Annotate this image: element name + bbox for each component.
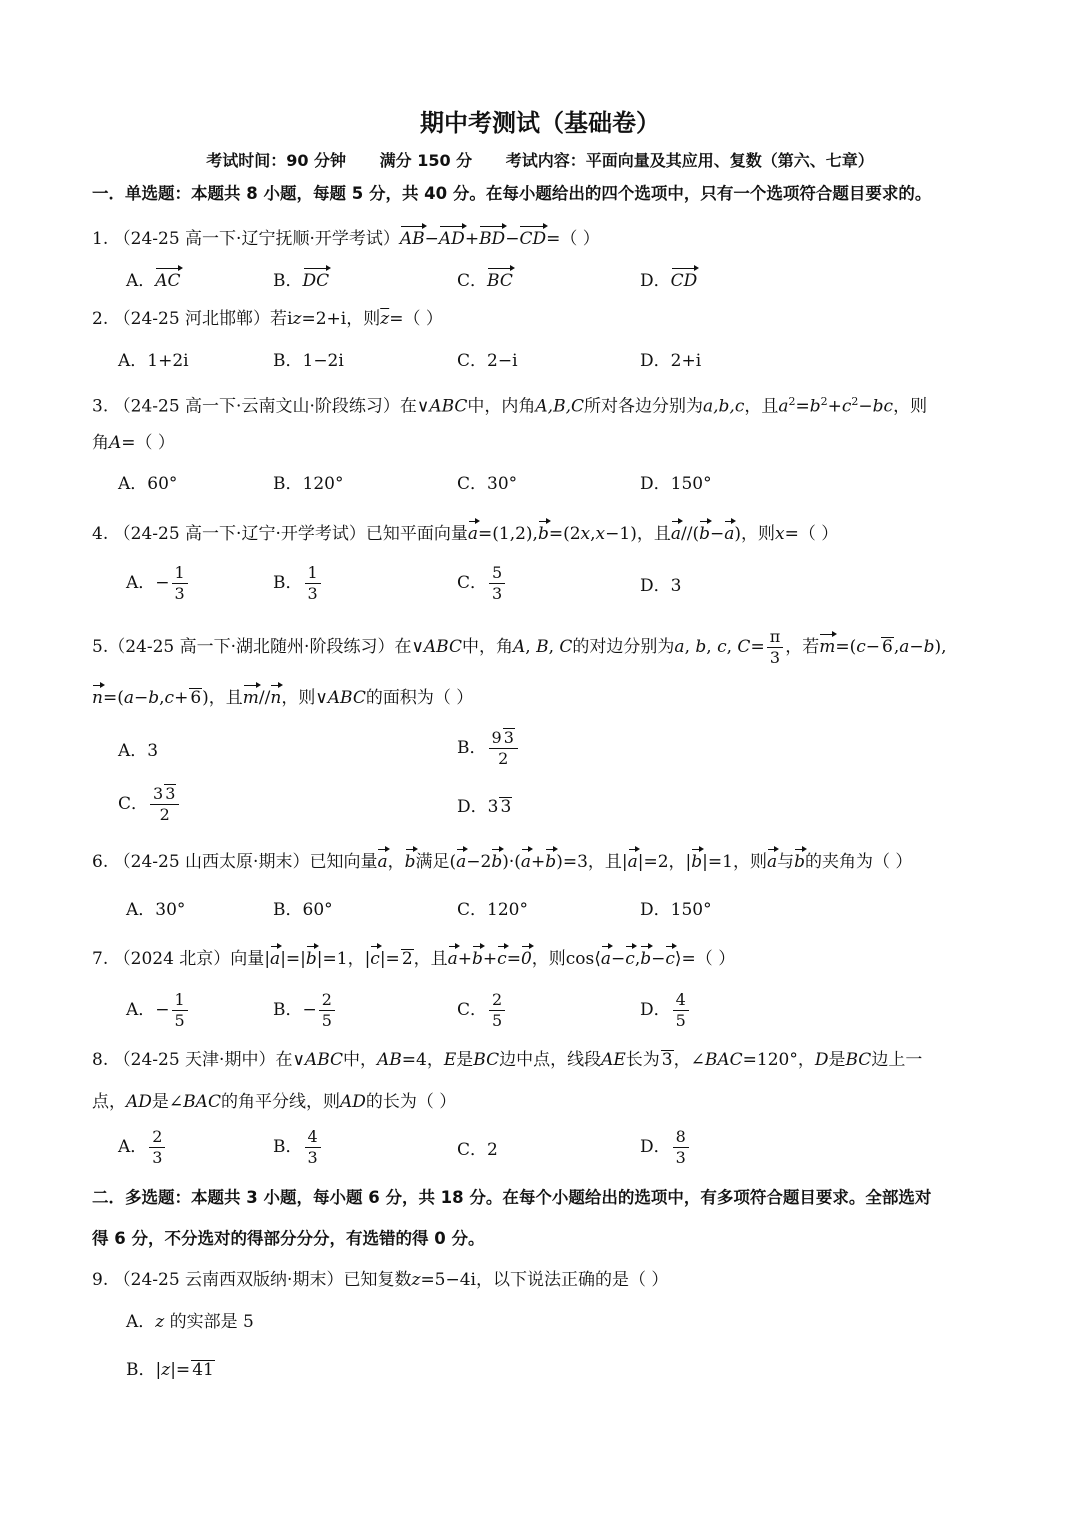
q5-option-a: A．3 xyxy=(118,741,159,761)
q9-option-b: B．|z|= 41 xyxy=(126,1360,214,1380)
q2-option-c: C．2−i xyxy=(457,351,518,371)
exam-score: 满分 150 分 xyxy=(379,151,473,170)
q7-option-d: D． $\frac{4}{5}$ xyxy=(640,990,691,1031)
q8-option-d: D． $\frac{8}{3}$ xyxy=(640,1127,691,1168)
q6-option-c: C．120° xyxy=(457,900,528,920)
question-6: 6. （24-25 山西太原·期末）已知向量a，b满足(a−2b)·(a+b)=3，且|a|=2，|b|=1，则a与b的夹角为（ ） xyxy=(92,847,912,875)
question-4: 4. （24-25 高一下·辽宁·开学考试）已知平面向量a=(1,2),b=(2x,x−1)，且a//(b−a)，则x=（ ） xyxy=(92,519,838,547)
question-7: 7. （2024 北京）向量|a|=|b|=1，|c|= 2，且a+b+c=0，则cos⟨a−c,b−c⟩=（ ） xyxy=(92,944,735,972)
q2-option-d: D．2+i xyxy=(640,351,702,371)
q4-option-c: C． $\frac{5}{3}$ xyxy=(457,563,507,604)
q7-option-b: B．− $\frac{2}{5}$ xyxy=(273,990,337,1031)
q3-option-c: C．30° xyxy=(457,474,518,494)
q8-option-c: C．2 xyxy=(457,1140,498,1160)
q5-option-c: C． $\frac{3 3}{2}$ xyxy=(118,784,181,825)
q4-option-d: D．3 xyxy=(640,576,682,596)
exam-meta xyxy=(0,148,1080,171)
q3-option-b: B．120° xyxy=(273,474,344,494)
section-1-heading: 一．单选题：本题共 8 小题，每题 5 分，共 40 分。在每小题给出的四个选项中，只有一个选项符合题目要求的。 xyxy=(92,184,932,203)
section-2-heading-line2: 得 6 分，不分选对的得部分分分，有选错的得 0 分。 xyxy=(92,1229,485,1248)
exam-time: 考试时间：90 分钟 xyxy=(206,151,347,170)
q3-option-d: D．150° xyxy=(640,474,712,494)
q6-option-b: B．60° xyxy=(273,900,333,920)
q8-option-a: A． $\frac{2}{3}$ xyxy=(118,1127,167,1168)
page-title: 期中考测试（基础卷） xyxy=(420,109,660,137)
question-3: 3. （24-25 高一下·云南文山·阶段练习）在∨ABC中，内角A,B,C所对各边分别为a,b,c，且$a^2=b^2+c^2-bc$，则 xyxy=(92,395,928,417)
q2-option-b: B．1−2i xyxy=(273,351,344,371)
q5-option-b: B． $\frac{9 3}{2}$ xyxy=(457,728,520,769)
question-8: 8. （24-25 天津·期中）在∨ABC中，AB=4，E是BC边中点，线段AE长为 3，∠BAC=120°，D是BC边上一 xyxy=(92,1050,923,1070)
q1-option-c: C．BC xyxy=(457,266,513,294)
question-1: 1. （24-25 高一下·辽宁抚顺·开学考试）AB−AD+BD−CD=（ ） xyxy=(92,224,600,252)
question-5-line2: n=(a−b,c+ 6)，且m//n，则∨ABC的面积为（ ） xyxy=(92,683,473,711)
q3-option-a: A．60° xyxy=(118,474,178,494)
q7-option-a: A．− $\frac{1}{5}$ xyxy=(126,990,190,1031)
exam-content: 考试内容：平面向量及其应用、复数（第六、七章） xyxy=(505,151,874,170)
q7-option-c: C． $\frac{2}{5}$ xyxy=(457,990,507,1031)
question-3-line2: 角A=（ ） xyxy=(92,433,175,453)
q4-option-b: B． $\frac{1}{3}$ xyxy=(273,563,323,604)
q2-option-a: A．1+2i xyxy=(118,351,189,371)
q9-option-a: A．z 的实部是 5 xyxy=(126,1312,254,1332)
q6-option-a: A．30° xyxy=(126,900,186,920)
q6-option-d: D．150° xyxy=(640,900,712,920)
q1-option-a: A．AC xyxy=(126,266,181,294)
q8-option-b: B． $\frac{4}{3}$ xyxy=(273,1127,323,1168)
q5-option-d: D．3 3 xyxy=(457,797,512,817)
question-8-line2: 点，AD是∠BAC的角平分线，则AD的长为（ ） xyxy=(92,1092,457,1112)
section-2-heading: 二．多选题：本题共 3 小题，每小题 6 分，共 18 分。在每个小题给出的选项中，有多项符合题目要求。全部选对 xyxy=(92,1188,932,1207)
q1-option-d: D．CD xyxy=(640,266,697,294)
q4-option-a: A．− $\frac{1}{3}$ xyxy=(126,563,190,604)
question-9: 9. （24-25 云南西双版纳·期末）已知复数z=5−4i，以下说法正确的是（ ） xyxy=(92,1270,669,1290)
question-2: 2. （24-25 河北邯郸）若iz=2+i，则$\overline{z}=$（ ） xyxy=(92,309,443,329)
question-5: 5.（24-25 高一下·湖北随州·阶段练习）在∨ABC中，角A, B, C的对边分别为a, b, c, C= $\frac{\pi}{3}$ ，若m=(c− 6,a−b), xyxy=(92,627,947,667)
q1-option-b: B．DC xyxy=(273,266,329,294)
